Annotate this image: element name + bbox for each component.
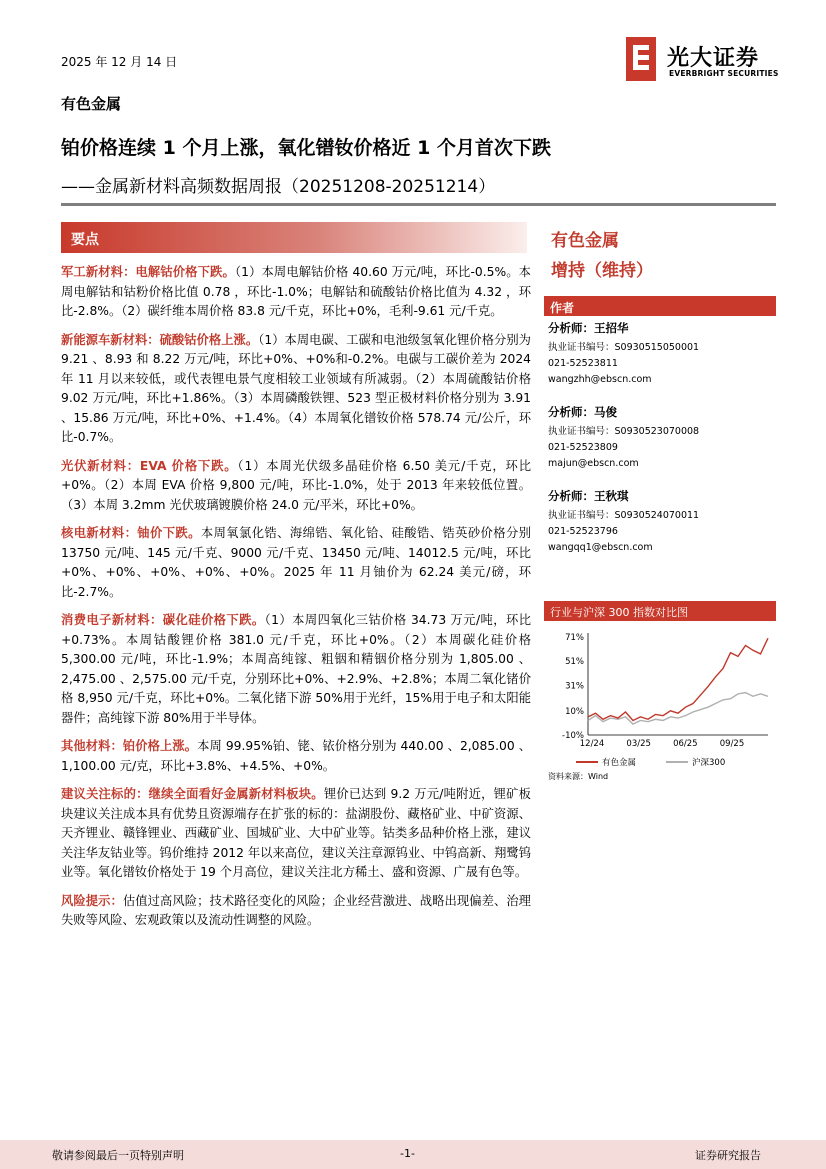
paragraph-lead: 新能源车新材料：硫酸钴价格上涨。 <box>61 332 259 347</box>
logo-text-cn: 光大证券 <box>667 46 760 71</box>
paragraph-pv <box>61 457 531 516</box>
analyst-email[interactable]: wangqq1@ebscn.com <box>548 542 653 553</box>
paragraph-lead: 风险提示： <box>61 893 123 908</box>
paragraph-text: 本周氧氯化锆、海绵锆、氧化铪、硅酸锆、锆英砂价格分别 13750 元/吨、145 元/千克、9000 元/千克、13450 元/吨、14012.5 元/吨，环比+0%、+0%、+0%、+0%、+0%。2025 年 11 月铀价为 62.24 美元/磅，环比-2.7%。 <box>61 526 531 599</box>
chart-source: 资料来源：Wind <box>548 772 609 781</box>
report-date: 2025 年 12 月 14 日 <box>61 55 178 69</box>
analyst-email[interactable]: wangzhh@ebscn.com <box>548 374 652 385</box>
logo <box>626 37 779 83</box>
key-points-body <box>61 263 531 940</box>
paragraph-text: （1）本周电解钴价格 40.60 万元/吨，环比-0.5%。本周电解钴和钴粉价格比值 0.78 ，环比-1.0%；电解钴和硫酸钴价格比值为 4.32 ，环比-2.8%。（2）碳纤维本周价格 83.8 元/千克，环比+0%，毛利-9.61 元/千克。 <box>61 265 531 318</box>
x-tick-label: 12/24 <box>579 739 605 749</box>
paragraph-lead: 光伏新材料：EVA 价格下跌。 <box>61 458 238 473</box>
authors-label: 作者 <box>550 301 575 315</box>
everbright-logo-icon <box>626 37 656 81</box>
key-points-label: 要点 <box>71 232 99 248</box>
analyst-cert: 执业证书编号：S0930515050001 <box>548 342 700 353</box>
report-subtitle: ——金属新材料高频数据周报（20251208-20251214） <box>61 177 496 197</box>
analyst-card <box>548 319 776 388</box>
paragraph-text: （1）本周四氧化三钴价格 34.73 万元/吨，环比+0.73%。本周钴酸锂价格 381.0 元/千克，环比+0%。（2）本周碳化硅价格 5,300.00 元/吨，环比-1.9%；本周高纯镓、粗铟和精铟价格分别为 1,805.00 、2,475.00 、2,575.00 元/千克，分别环比+0%、+2.9%、+2.8%；本周二氧化锗价格 8,950 元/千克，环比+0%。二氧化锗下游 50%用于光纤，15%用于电子和太阳能器件；高纯镓下游 80%用于半导体。 <box>61 613 531 725</box>
analyst-cert: 执业证书编号：S0930523070008 <box>548 426 700 437</box>
report-sector: 有色金属 <box>61 95 122 113</box>
analyst-name: 分析师：王秋琪 <box>548 489 629 503</box>
y-tick-label: -10% <box>562 731 584 741</box>
x-tick-label: 06/25 <box>673 739 698 749</box>
paragraph-ev <box>61 331 531 448</box>
key-points-header <box>61 222 527 253</box>
paragraph-lead: 消费电子新材料：碳化硅价格下跌。 <box>61 613 265 627</box>
analyst-phone: 021-52523809 <box>548 442 618 453</box>
paragraph-military <box>61 263 531 322</box>
paragraph-lead: 其他材料：铂价格上涨。 <box>61 739 198 753</box>
paragraph-text: 估值过高风险；技术路径变化的风险；企业经营激进、战略出现偏差、治理失败等风险、宏观政策以及流动性调整的风险。 <box>61 893 531 927</box>
sidebar-sector: 有色金属 <box>551 231 619 251</box>
chart-header <box>544 601 776 621</box>
analyst-card <box>548 403 776 472</box>
analyst-name: 分析师：马俊 <box>548 405 617 419</box>
paragraph-text: 锂价已达到 9.2 万元/吨附近，锂矿板块建议关注成本具有优势且资源端存在扩张的标的：盐湖股份、藏格矿业、中矿资源、天齐锂业、赣锋锂业、西藏矿业、国城矿业、大中矿业等。钴类多品种价格上涨，建议关注华友钴业等。钨价维持 2012 年以来高位，建议关注章源钨业、中钨高新、翔鹭钨业等。氧化镨钕价格处于 19 个月高位，建议关注北方稀土、盛和资源、广晟有色等。 <box>61 787 531 879</box>
index-comparison-chart <box>544 627 776 787</box>
logo-text-en: EVERBRIGHT SECURITIES <box>669 69 779 78</box>
series-line-csi300 <box>588 693 768 724</box>
legend-label: 沪深300 <box>692 758 726 768</box>
paragraph-text: （1）本周光伏级多晶硅价格 6.50 美元/千克，环比 +0%。（2）本周 EVA 价格 9,800 元/吨，环比-1.0%，处于 2013 年来较低位置。（3）本周 3.2mm 光伏玻璃镀膜价格 24.0 元/平米，环比+0%。 <box>61 458 531 512</box>
paragraph-risks <box>61 892 531 931</box>
paragraph-recommendations <box>61 785 531 883</box>
report-title: 铂价格连续 1 个月上涨，氧化镨钕价格近 1 个月首次下跌 <box>61 137 551 159</box>
paragraph-text: 本周 99.95%铂、铑、铱价格分别为 440.00 、2,085.00 、1,100.00 元/克，环比+3.8%、+4.5%、+0%。 <box>61 739 531 773</box>
footer-disclaimer: 敬请参阅最后一页特别声明 <box>52 1149 184 1162</box>
series-line-nonferrous <box>588 638 768 720</box>
paragraph-consumer-electronics <box>61 611 531 728</box>
chart-title: 行业与沪深 300 指数对比图 <box>550 606 688 619</box>
analyst-phone: 021-52523796 <box>548 526 618 537</box>
footer-report-type: 证券研究报告 <box>695 1149 761 1162</box>
paragraph-lead: 核电新材料：铀价下跌。 <box>61 526 201 540</box>
y-tick-label: 10% <box>565 706 584 717</box>
sidebar-rating: 增持（维持） <box>551 261 653 281</box>
legend-label: 有色金属 <box>602 758 637 768</box>
analyst-card <box>548 487 776 556</box>
analyst-name: 分析师：王招华 <box>548 321 629 335</box>
y-tick-label: 51% <box>565 657 584 668</box>
y-tick-label: 31% <box>565 681 584 692</box>
paragraph-text: （1）本周电碳、工碳和电池级氢氧化锂价格分别为 9.21 、8.93 和 8.22 万元/吨，环比+0%、+0%和-0.2%。电碳与工碳价差为 2024 年 11 月以来较低，或代表锂电景气度相较工业领域有所减弱。（2）本周硫酸钴价格 9.02 万元/吨，环比+1.86%。（3）本周磷酸铁锂、523 型正极材料价格分别为 3.91 、15.86 万元/吨，环比+0%、+1.4%。（4）本周氧化镨钕价格 578.74 元/公斤，环比-0.7%。 <box>61 332 531 444</box>
paragraph-lead: 军工新材料：电解钴价格下跌。 <box>61 265 235 279</box>
paragraph-nuclear <box>61 524 531 602</box>
title-divider <box>61 203 776 206</box>
x-tick-label: 09/25 <box>719 739 745 749</box>
y-tick-label: 71% <box>565 633 584 643</box>
authors-header <box>544 296 776 316</box>
analyst-email[interactable]: majun@ebscn.com <box>548 458 639 469</box>
page-number: -1- <box>400 1147 415 1160</box>
x-tick-label: 03/25 <box>626 739 651 749</box>
analyst-cert: 执业证书编号：S0930524070011 <box>548 510 700 521</box>
analyst-phone: 021-52523811 <box>548 358 618 369</box>
paragraph-other <box>61 737 531 776</box>
paragraph-lead: 建议关注标的：继续全面看好金属新材料板块。 <box>61 787 324 801</box>
